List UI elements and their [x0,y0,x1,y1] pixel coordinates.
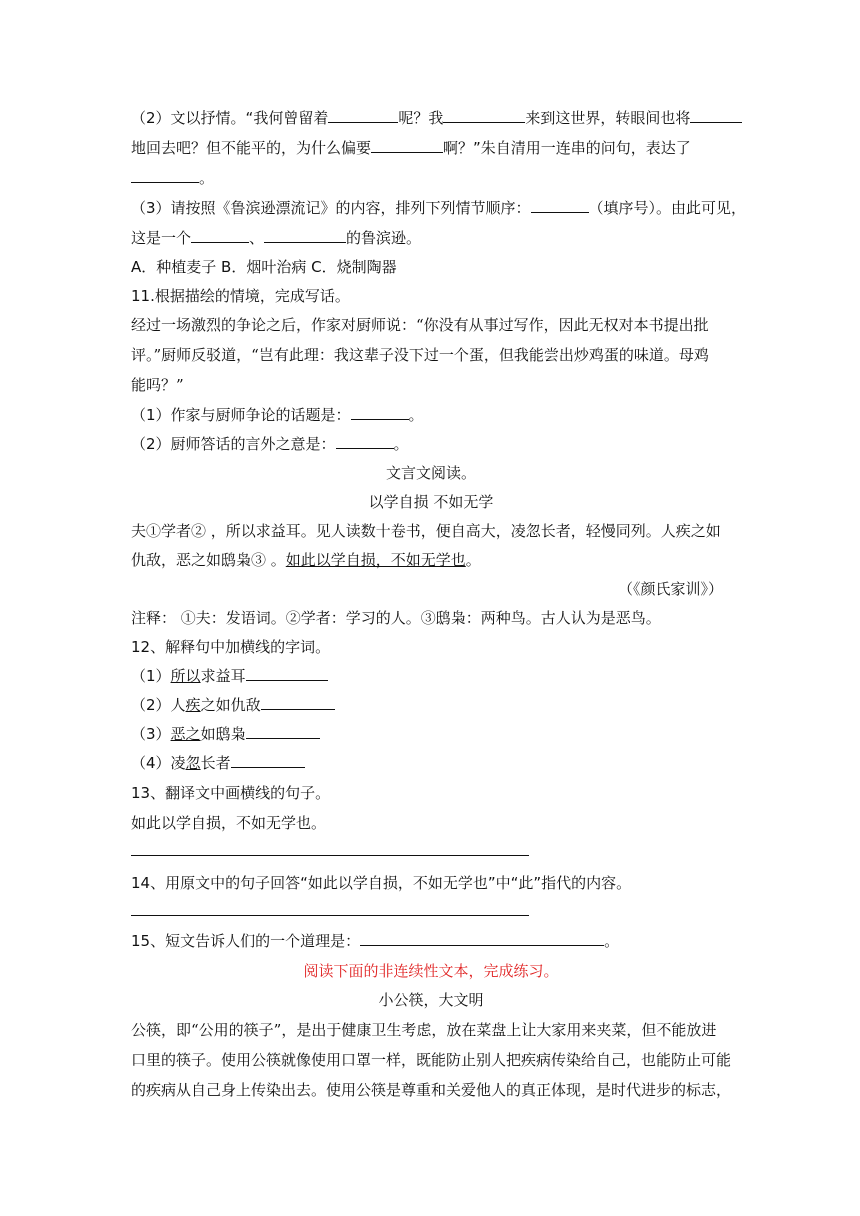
q10-part2-text: （2）文以抒情。“我何曾留着 [131,109,329,127]
answer-line[interactable] [131,915,529,916]
q10-part2-text: 呢？我 [398,109,444,127]
q14-title: 14、用原文中的句子回答“如此以学自损，不如无学也”中“此”指代的内容。 [131,874,632,892]
q10-part2-text: 地回去吧？但不能平的，为什么偏要 [131,139,372,157]
q10-part2-text: 。 [199,169,215,187]
answer-blank[interactable] [690,107,742,123]
q11-story-line3: 能吗？” [131,376,184,394]
q12-item2 [131,694,731,716]
q12-text: 如鸱枭 [200,725,246,743]
q10-part3-text: 、 [249,229,265,247]
nonlinear-paragraph-line3: 的疾病从自己身上传染出去。使用公筷是尊重和关爱他人的真正体现，是时代进步的标志， [131,1081,732,1099]
answer-blank[interactable] [443,107,525,123]
answer-blank[interactable] [371,137,443,153]
q10-part3-text: 的鲁滨逊。 [346,229,422,247]
q12-text: （4）凌 [131,754,186,772]
q11-sub2-text: 。 [393,435,409,453]
classical-text: 。 [465,551,481,569]
q12-text: （2）人 [131,696,186,714]
q10-part3-line1 [131,197,747,219]
q12-text: （3） [131,725,171,743]
answer-blank[interactable] [246,665,328,681]
classical-title: 以学自损 不如无学 [368,493,494,511]
answer-blank[interactable] [131,167,199,183]
q13-title: 13、翻译文中画横线的句子。 [131,784,331,802]
q12-item4 [131,752,731,774]
underlined-word: 忽 [185,754,201,772]
classical-source: （《颜氏家训》） [617,580,723,598]
answer-blank[interactable] [191,227,249,243]
answer-blank[interactable] [360,930,604,946]
q10-part2-text: 来到这世界，转眼间也将 [525,109,691,127]
q10-part2-text: 啊？”朱自清用一连串的问句，表达了 [443,139,691,157]
q10-part3-text: （3）请按照《鲁滨逊漂流记》的内容，排列下列情节顺序： [131,199,531,217]
q12-title: 12、解释句中加横线的字词。 [131,638,331,656]
q15-text: 。 [604,932,620,950]
q10-part3-text: （填序号）。由此可见， [588,199,747,217]
classical-text-line2 [131,549,731,571]
answer-line[interactable] [131,855,529,856]
q11-title: 11.根据描绘的情境，完成写话。 [131,287,350,305]
q11-sub1-text: 。 [408,406,424,424]
q11-story-line2: 评。”厨师反驳道，“岂有此理：我这辈子没下过一个蛋，但我能尝出炒鸡蛋的味道。母鸡 [131,346,709,364]
underlined-word: 恶之 [170,725,201,743]
underlined-word: 疾 [185,696,201,714]
classical-notes: 注释： ①夫：发语词。②学者：学习的人。③鸱枭：两种鸟。古人认为是恶鸟。 [131,609,661,627]
q10-part3-text: 这是一个 [131,229,192,247]
answer-blank[interactable] [328,107,398,123]
q11-sub2 [131,433,731,455]
answer-blank[interactable] [351,404,409,420]
q12-text: 之如仇敌 [200,696,261,714]
classical-text-line1: 夫①学者② ，所以求益耳。见人读数十卷书，便自高大，凌忽长者，轻慢同列。人疾之如 [131,522,721,540]
q10-part2-line2 [131,137,731,159]
q15-line [131,930,731,952]
answer-blank[interactable] [264,227,346,243]
answer-blank[interactable] [531,197,589,213]
q10-part2-line3 [131,167,731,189]
nonlinear-heading: 阅读下面的非连续性文本，完成练习。 [303,962,559,980]
nonlinear-title: 小公筷，大文明 [378,991,484,1009]
q15-title: 15、短文告诉人们的一个道理是： [131,932,361,950]
answer-blank[interactable] [261,694,335,710]
q12-text: （1） [131,667,171,685]
q11-sub1-text: （1）作家与厨师争论的话题是： [131,406,351,424]
q10-options: A．种植麦子 B．烟叶治病 C．烧制陶器 [131,258,397,276]
q12-text: 求益耳 [200,667,246,685]
q13-sentence: 如此以学自损，不如无学也。 [131,814,327,832]
underlined-word: 所以 [170,667,201,685]
q10-part3-line2 [131,227,731,249]
underlined-sentence: 如此以学自损，不如无学也 [285,551,466,569]
classical-text: 仇敌，恶之如鸱枭③ 。 [131,551,286,569]
q12-item3 [131,723,731,745]
q12-text: 长者 [200,754,231,772]
answer-blank[interactable] [336,433,394,449]
q12-item1 [131,665,731,687]
q10-part2-line1 [131,107,731,129]
q11-story-line1: 经过一场激烈的争论之后，作家对厨师说：“你没有从事过写作，因此无权对本书提出批 [131,316,709,334]
answer-blank[interactable] [246,723,320,739]
answer-blank[interactable] [231,752,305,768]
q11-sub2-text: （2）厨师答话的言外之意是： [131,435,336,453]
q11-sub1 [131,404,731,426]
classical-heading: 文言文阅读。 [385,464,476,482]
nonlinear-paragraph-line1: 公筷，即“公用的筷子”，是出于健康卫生考虑，放在菜盘上让大家用来夹菜，但不能放进 [131,1021,717,1039]
nonlinear-paragraph-line2: 口里的筷子。使用公筷就像使用口罩一样，既能防止别人把疾病传染给自己，也能防止可能 [131,1051,732,1069]
